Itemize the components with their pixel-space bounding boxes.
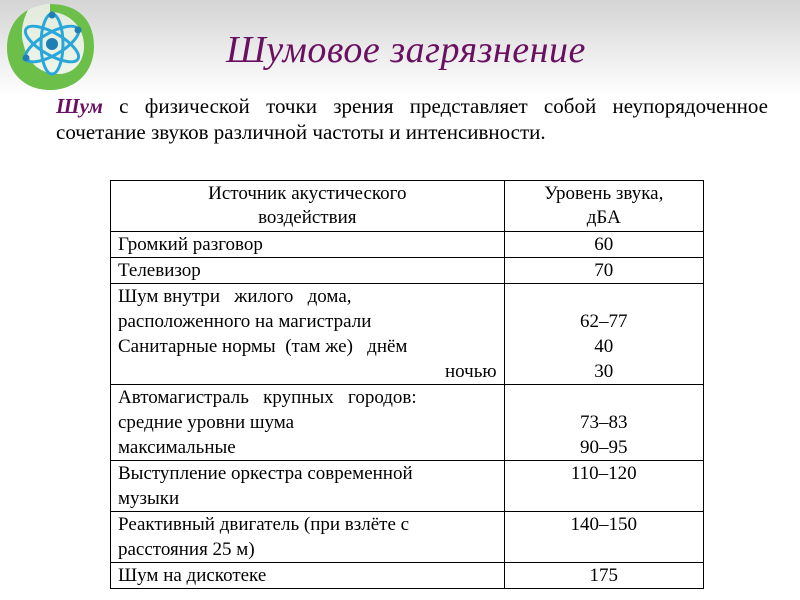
- table-row: [111, 385, 704, 461]
- intro-text: с физической точки зрения представляет собой неупорядоченное сочетание звуков различной частоты и интенсивности.: [56, 94, 768, 144]
- table-row: [111, 258, 704, 284]
- source-line: Реактивный двигатель (при взлёте с: [118, 514, 410, 535]
- header-source-line: воздействия: [258, 207, 357, 228]
- cell-level: 110–120: [504, 461, 703, 512]
- table-row: [111, 232, 704, 258]
- table-row: [111, 284, 704, 385]
- level-line: [512, 385, 696, 410]
- cell-level: 175: [504, 563, 703, 589]
- header-level-line: дБА: [586, 207, 621, 228]
- source-line: расположенного на магистрали: [118, 311, 372, 332]
- cell-level: 60: [504, 232, 703, 258]
- level-line: 30: [594, 361, 614, 382]
- source-line: средние уровни шума: [118, 412, 295, 433]
- header-source: [111, 181, 505, 232]
- cell-source: Шум на дискотеке: [111, 563, 505, 589]
- level-line: 62–77: [580, 311, 628, 332]
- header-level: [504, 181, 703, 232]
- table-row: [111, 512, 704, 563]
- level-line: 90–95: [580, 437, 628, 458]
- noise-level-table: [110, 180, 704, 589]
- cell-source: [111, 385, 505, 461]
- source-line: музыки: [118, 488, 180, 509]
- source-line: максимальные: [118, 437, 236, 458]
- table-header-row: [111, 181, 704, 232]
- intro-term: Шум: [56, 94, 103, 118]
- source-line: Автомагистраль крупных городов:: [118, 387, 417, 408]
- cell-level: 70: [504, 258, 703, 284]
- source-line: Выступление оркестра современной: [118, 463, 413, 484]
- header-source-line: Источник акустического: [208, 183, 407, 204]
- table-row: [111, 563, 704, 589]
- cell-source: [111, 284, 505, 385]
- intro-paragraph: [56, 93, 768, 145]
- source-line: расстояния 25 м): [118, 539, 255, 560]
- cell-level: [504, 385, 703, 461]
- page-title: Шумовое загрязнение: [226, 29, 586, 71]
- table-row: [111, 461, 704, 512]
- source-line: Санитарные нормы (там же) днём: [118, 336, 408, 357]
- level-line: 73–83: [580, 412, 628, 433]
- header-level-line: Уровень звука,: [544, 183, 664, 204]
- cell-source: [111, 461, 505, 512]
- cell-source: Громкий разговор: [111, 232, 505, 258]
- cell-level: [504, 284, 703, 385]
- cell-source: [111, 512, 505, 563]
- cell-level: 140–150: [504, 512, 703, 563]
- source-line: Шум внутри жилого дома,: [118, 286, 352, 307]
- source-line: ночью: [445, 361, 497, 382]
- cell-source: Телевизор: [111, 258, 505, 284]
- level-line: 40: [594, 336, 614, 357]
- level-line: [512, 284, 696, 309]
